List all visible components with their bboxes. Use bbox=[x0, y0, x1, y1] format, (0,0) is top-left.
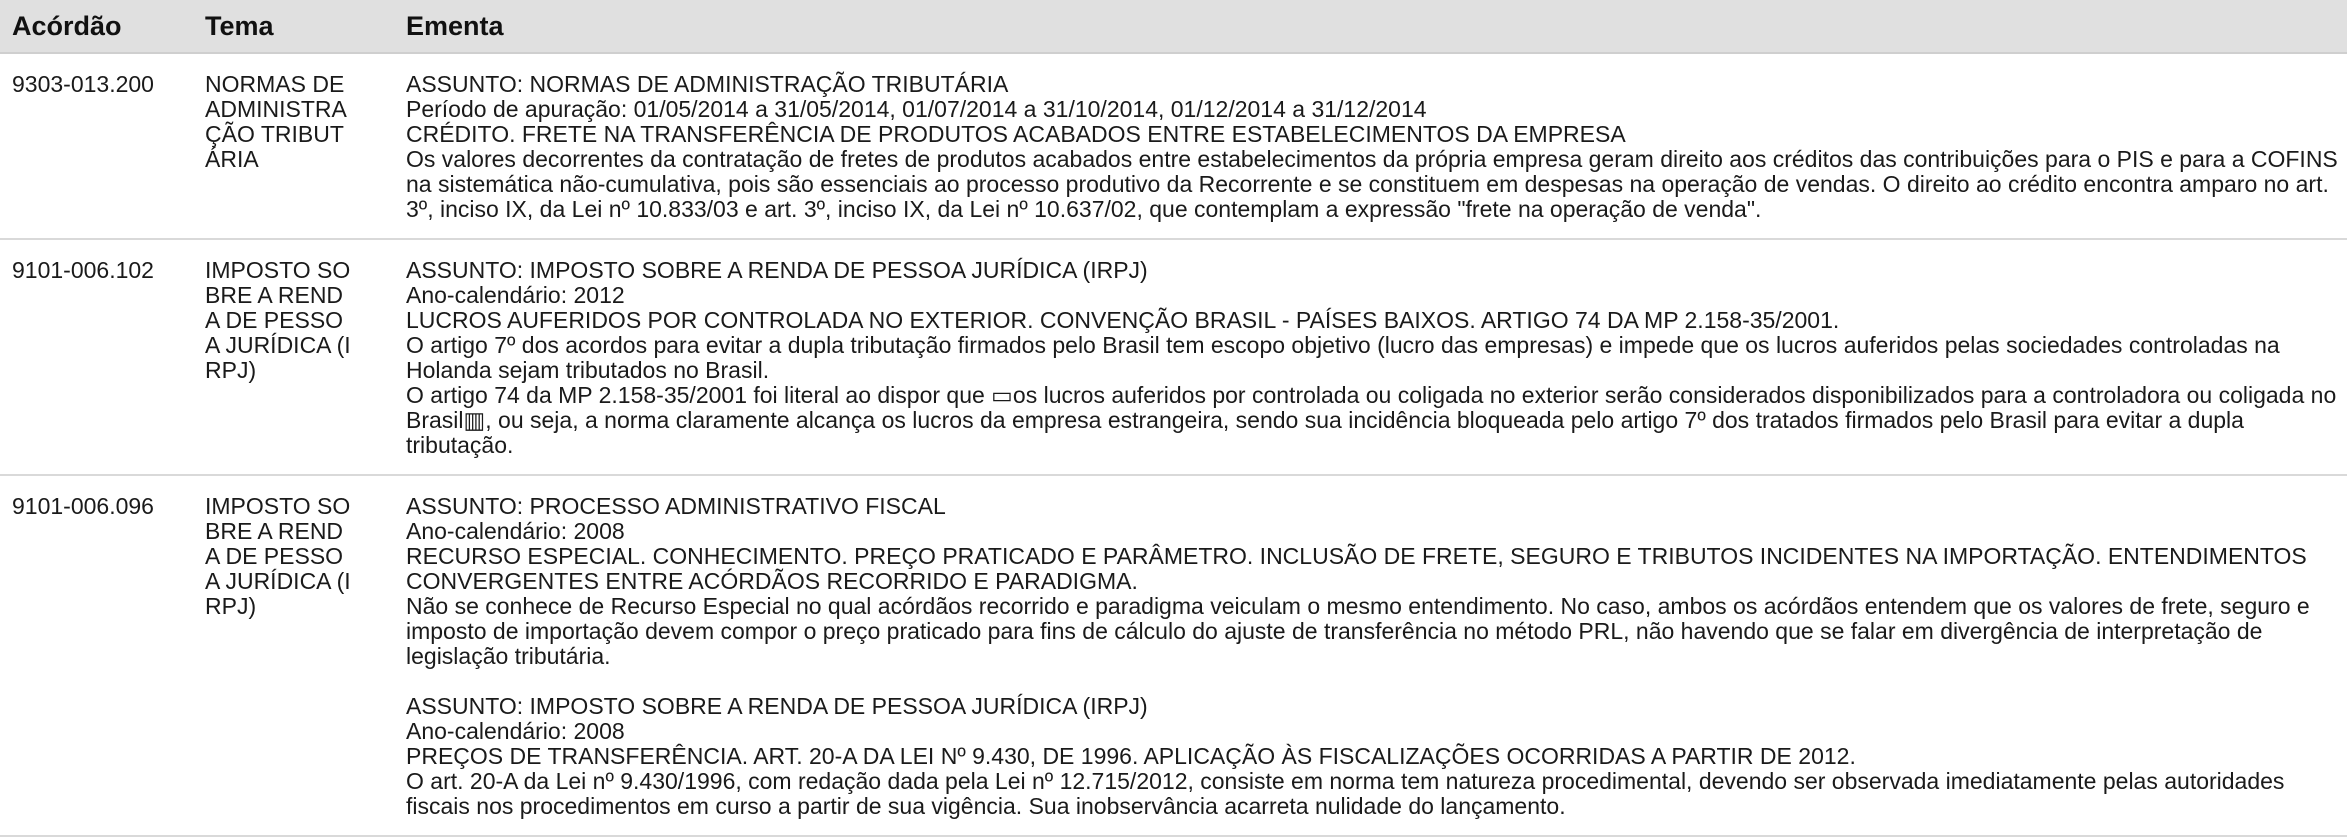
ementa-headline: RECURSO ESPECIAL. CONHECIMENTO. PREÇO PRATICADO E PARÂMETRO. INCLUSÃO DE FRETE, SEGURO E TRIBUTOS INCIDENTES NA IMPORTAÇÃO. ENTENDIMENTOS CONVERGENTES ENTRE ACÓRDÃOS RECORRIDO E PARADIGMA. bbox=[406, 543, 2307, 594]
ementa-cell bbox=[406, 239, 2347, 475]
table-row[interactable] bbox=[0, 53, 2347, 239]
ementa-assunto: ASSUNTO: IMPOSTO SOBRE A RENDA DE PESSOA JURÍDICA (IRPJ) bbox=[406, 693, 1148, 719]
ementa-paragraph: O art. 20-A da Lei nº 9.430/1996, com redação dada pela Lei nº 12.715/2012, consiste em norma tem natureza procedimental, devendo ser observada imediatamente pelas autoridades fiscais nos procedimentos em curso a partir de sua vigência. Sua inobservância acarreta nulidade do lançamento. bbox=[406, 768, 2285, 819]
ementa-assunto: ASSUNTO: IMPOSTO SOBRE A RENDA DE PESSOA JURÍDICA (IRPJ) bbox=[406, 257, 1148, 283]
ementa-periodo: Ano-calendário: 2008 bbox=[406, 718, 625, 744]
column-header-tema[interactable]: Tema bbox=[205, 0, 406, 53]
ementa-headline: CRÉDITO. FRETE NA TRANSFERÊNCIA DE PRODUTOS ACABADOS ENTRE ESTABELECIMENTOS DA EMPRESA bbox=[406, 121, 1626, 147]
tema-cell bbox=[205, 475, 406, 836]
ementa-block bbox=[406, 72, 2339, 222]
ementa-paragraph: Não se conhece de Recurso Especial no qual acórdãos recorrido e paradigma veiculam o mesmo entendimento. No caso, ambos os acórdãos entendem que os valores de frete, seguro e imposto de importação devem compor o preço praticado para fins de cálculo do ajuste de transferência no método PRL, não havendo que se falar em divergência de interpretação de legislação tributária. bbox=[406, 593, 2310, 669]
ementa-periodo: Período de apuração: 01/05/2014 a 31/05/2014, 01/07/2014 a 31/10/2014, 01/12/2014 a 31/12/2014 bbox=[406, 96, 1427, 122]
ementa-cell bbox=[406, 475, 2347, 836]
acordao-number[interactable]: 9101-006.096 bbox=[0, 475, 205, 836]
ementa-assunto: ASSUNTO: NORMAS DE ADMINISTRAÇÃO TRIBUTÁRIA bbox=[406, 71, 1009, 97]
table-header bbox=[0, 0, 2347, 53]
ementa-paragraph: O artigo 74 da MP 2.158-35/2001 foi literal ao dispor que ▭os lucros auferidos por controlada ou coligada no exterior serão considerados disponibilizados para a controladora ou coligada no Brasil▥, ou seja, a norma claramente alcança os lucros da empresa estrangeira, sendo sua incidência bloqueada pelo artigo 7º dos tratados firmados pelo Brasil para evitar a dupla tributação. bbox=[406, 382, 2337, 458]
ementa-block bbox=[406, 494, 2339, 669]
ementa-block bbox=[406, 694, 2339, 819]
tema-cell bbox=[205, 239, 406, 475]
acordao-number[interactable]: 9101-006.102 bbox=[0, 239, 205, 475]
table-row[interactable] bbox=[0, 239, 2347, 475]
acordao-number[interactable]: 9303-013.200 bbox=[0, 53, 205, 239]
ementa-cell bbox=[406, 53, 2347, 239]
tema-text: IMPOSTO SOBRE A RENDA DE PESSOA JURÍDICA (IRPJ) bbox=[205, 493, 351, 619]
tema-text: NORMAS DE ADMINISTRAÇÃO TRIBUTÁRIA bbox=[205, 71, 347, 172]
ementa-paragraph: Os valores decorrentes da contratação de fretes de produtos acabados entre estabelecimentos da própria empresa geram direito aos créditos das contribuições para o PIS e para a COFINS na sistemática não-cumulativa, pois são essenciais ao processo produtivo da Recorrente e se constituem em despesas na operação de vendas. O direito ao crédito encontra amparo no art. 3º, inciso IX, da Lei nº 10.833/03 e art. 3º, inciso IX, da Lei nº 10.637/02, que contemplam a expressão "frete na operação de venda". bbox=[406, 146, 2338, 222]
ementa-block bbox=[406, 258, 2339, 458]
column-header-acordao[interactable]: Acórdão bbox=[0, 0, 205, 53]
tema-text: IMPOSTO SOBRE A RENDA DE PESSOA JURÍDICA (IRPJ) bbox=[205, 257, 351, 383]
ementa-periodo: Ano-calendário: 2012 bbox=[406, 282, 625, 308]
ementa-headline: LUCROS AUFERIDOS POR CONTROLADA NO EXTERIOR. CONVENÇÃO BRASIL - PAÍSES BAIXOS. ARTIGO 74 DA MP 2.158-35/2001. bbox=[406, 307, 1840, 333]
table-row[interactable] bbox=[0, 475, 2347, 836]
tema-cell bbox=[205, 53, 406, 239]
ementa-headline: PREÇOS DE TRANSFERÊNCIA. ART. 20-A DA LEI Nº 9.430, DE 1996. APLICAÇÃO ÀS FISCALIZAÇÕES OCORRIDAS A PARTIR DE 2012. bbox=[406, 743, 1856, 769]
ementa-periodo: Ano-calendário: 2008 bbox=[406, 518, 625, 544]
column-header-ementa[interactable]: Ementa bbox=[406, 0, 2347, 53]
table-body bbox=[0, 53, 2347, 836]
ementa-paragraph: O artigo 7º dos acordos para evitar a dupla tributação firmados pelo Brasil tem escopo objetivo (lucro das empresas) e impede que os lucros auferidos pelas sociedades controladas na Holanda sejam tributados no Brasil. bbox=[406, 332, 2280, 383]
ementa-assunto: ASSUNTO: PROCESSO ADMINISTRATIVO FISCAL bbox=[406, 493, 946, 519]
header-row bbox=[0, 0, 2347, 53]
